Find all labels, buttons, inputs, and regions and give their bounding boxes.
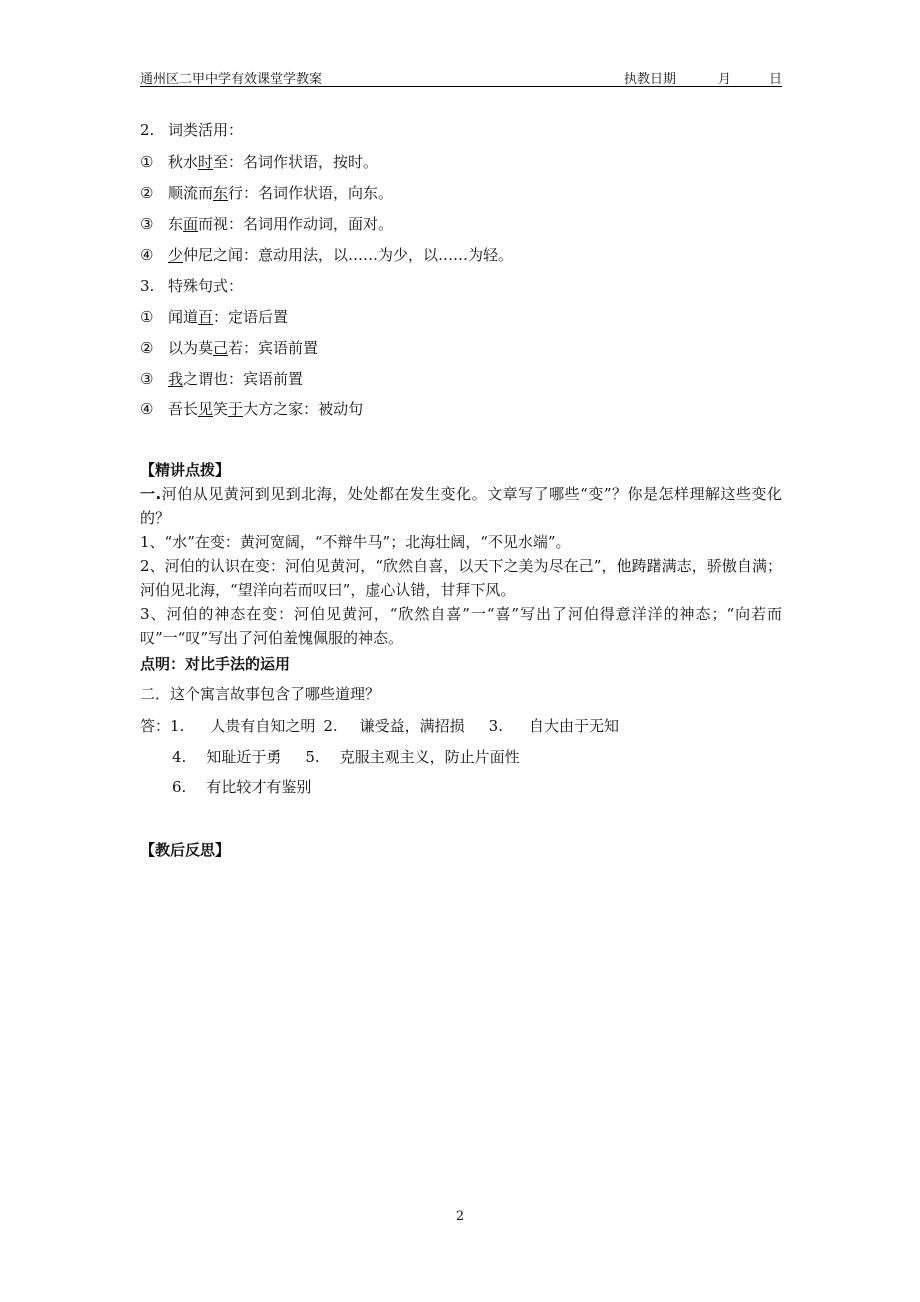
list-item: ③ 东面而视：名词用作动词，面对。 — [140, 215, 394, 233]
list-item: ④ 吾长见笑于大方之家：被动句 — [140, 400, 364, 418]
list-item: ② 以为莫己若：宾语前置 — [140, 339, 319, 357]
question-1: 一.河伯从见黄河到见到北海，处处都在发生变化。文章写了哪些“变”？你是怎样理解这些变化的？ — [140, 485, 782, 527]
section3-heading: 3. 特殊句式： — [140, 277, 244, 295]
teaching-date: 执教日期 月 日 — [623, 72, 782, 87]
reflection-heading: 【教后反思】 — [140, 841, 231, 859]
list-item: ③ 我之谓也：宾语前置 — [140, 370, 304, 388]
answer-1: 1、“水”在变：黄河宽阔，“不辩牛马”；北海壮阔，“不见水端”。 — [140, 533, 571, 551]
answer-2: 2、河伯的认识在变：河伯见黄河，“欣然自喜，以天下之美为尽在己”，他踌躇满志，骄傲自满；河伯见北海，“望洋向若而叹曰”，虚心认错，甘拜下风。 — [140, 557, 782, 599]
page-number: 2 — [455, 1209, 465, 1224]
list-item: ① 秋水时至：名词作状语，按时。 — [140, 153, 379, 171]
answers-row-1: 答：1. 人贵有自知之明 2. 谦受益，满招损 3. 自大由于无知 — [140, 717, 619, 735]
month-blank — [676, 74, 718, 87]
question-2: 二．这个寓言故事包含了哪些道理？ — [140, 685, 381, 703]
point-note: 点明：对比手法的运用 — [140, 655, 291, 673]
page-header — [140, 66, 782, 87]
school-title: 通州区二甲中学有效课堂学教案 — [140, 72, 323, 87]
list-item: ④ 少仲尼之闻：意动用法，以……为少，以……为轻。 — [140, 246, 514, 264]
answers-row-3: 6. 有比较才有鉴别 — [172, 778, 312, 796]
list-item: ② 顺流而东行：名词作状语，向东。 — [140, 184, 394, 202]
answers-row-2: 4. 知耻近于勇 5. 克服主观主义，防止片面性 — [172, 748, 520, 766]
jingjiang-heading: 【精讲点拨】 — [140, 461, 231, 479]
day-blank — [731, 74, 769, 87]
section2-heading: 2. 词类活用： — [140, 121, 244, 139]
list-item: ① 闻道百：定语后置 — [140, 308, 289, 326]
answer-3: 3、河伯的神态在变：河伯见黄河，“欣然自喜”一“喜”写出了河伯得意洋洋的神态；“向若而叹”一“叹”写出了河伯羞愧佩服的神态。 — [140, 605, 782, 647]
